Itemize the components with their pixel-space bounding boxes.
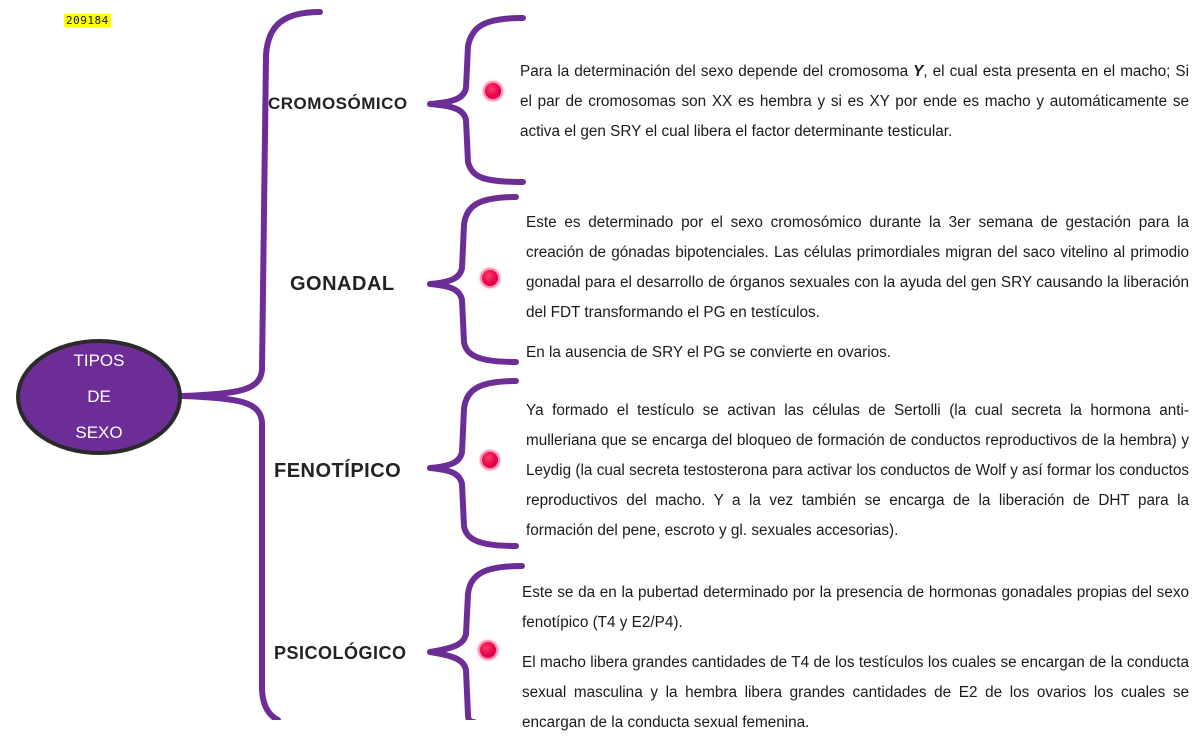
branch-title-cromosomico: CROMOSÓMICO <box>268 94 408 113</box>
brace-psicologico <box>430 566 522 720</box>
bullet-cromosomico <box>483 81 503 101</box>
brace-cromosomico <box>430 18 523 182</box>
branch-title-psicologico: PSICOLÓGICO <box>274 643 407 663</box>
branch-title-fenotipico: FENOTÍPICO <box>274 460 402 482</box>
root-line-3: SEXO <box>75 423 123 442</box>
branch-title-gonadal: GONADAL <box>290 273 395 295</box>
bullet-psicologico <box>478 640 498 660</box>
paragraph: En la ausencia de SRY el PG se convierte en ovarios. <box>526 344 892 361</box>
root-line-1: TIPOS <box>73 351 125 370</box>
document-id-label: 209184 <box>66 14 109 27</box>
bullet-fenotipico <box>480 450 500 470</box>
paragraph: Ya formado el testículo se activan las células de Sertolli (la cual secreta la hormona anti-mulleriana que se encarga del bloqueo de formación de conductos reproductivos de la hembra) y Leydig (la cual secreta testosterona para activar los conductos de Wolf y así formar los conductos reproductivos del macho. Y a la vez también se encarga de la liberación de DHT para la formación del pene, escroto y gl. sexuales accesorias). <box>526 402 1189 539</box>
paragraph: Este se da en la pubertad determinado por la presencia de hormonas gonadales propias del sexo fenotípico (T4 y E2/P4). <box>522 584 1189 631</box>
root-line-2: DE <box>87 387 111 406</box>
paragraph: El macho libera grandes cantidades de T4 de los testículos los cuales se encargan de la conducta sexual masculina y la hembra libera grandes cantidades de E2 de los ovarios los cuales se encargan de la conducta sexual femenina. <box>522 654 1189 731</box>
root-node <box>16 339 182 455</box>
paragraph: Este es determinado por el sexo cromosómico durante la 3er semana de gestación para la creación de gónadas bipotenciales. Las células primordiales migran del saco vitelino al primodio gonadal para el desarrollo de órganos sexuales con la ayuda del gen SRY causando la liberación del FDT transformando el PG en testículos. <box>526 214 1189 321</box>
brace-gonadal <box>430 197 516 362</box>
emphasis-text: Y <box>913 63 924 80</box>
description-cromosomico <box>520 57 1189 147</box>
paragraph: Para la determinación del sexo depende del cromosoma Y, el cual esta presenta en el macho; Si el par de cromosomas son XX es hembra y si es XY por ende es macho y automáticamente se activa el gen SRY el cual libera el factor determinante testicular. <box>520 63 1189 140</box>
main-brace <box>182 12 320 720</box>
description-gonadal <box>526 208 1189 368</box>
description-fenotipico <box>526 396 1189 546</box>
description-psicologico <box>522 578 1189 738</box>
brace-fenotipico <box>430 381 516 546</box>
bullet-gonadal <box>480 268 500 288</box>
